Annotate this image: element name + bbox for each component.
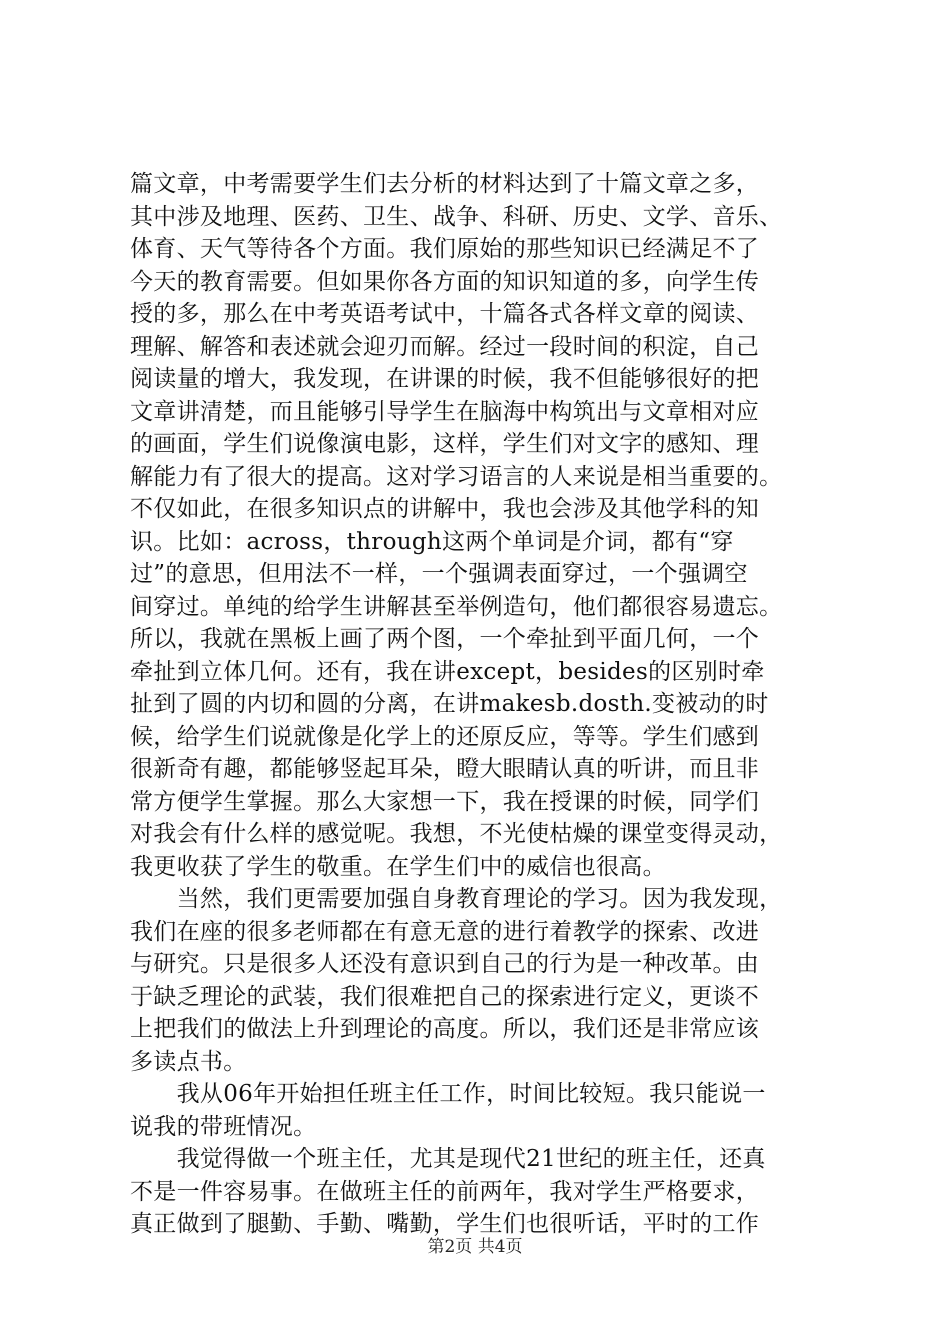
text-line: 我从06年开始担任班主任工作，时间比较短。我只能说一 — [130, 1081, 766, 1107]
text-line: 理解、解答和表述就会迎刃而解。经过一段时间的积淀，自己 — [130, 333, 760, 360]
text-line: 我们在座的很多老师都在有意无意的进行着教学的探索、改进 — [130, 918, 760, 945]
text-line: 常方便学生掌握。那么大家想一下，我在授课的时候，同学们 — [130, 788, 760, 815]
text-line: 不是一件容易事。在做班主任的前两年，我对学生严格要求， — [130, 1178, 760, 1205]
text-line: 解能力有了很大的提高。这对学习语言的人来说是相当重要的。 — [130, 463, 783, 490]
text-line: 当然，我们更需要加强自身教育理论的学习。因为我发现， — [130, 886, 783, 912]
text-line: 识。比如：across，through这两个单词是介词，都有“穿 — [130, 528, 734, 555]
text-line: 真正做到了腿勤、手勤、嘴勤，学生们也很听话，平时的工作 — [130, 1211, 760, 1237]
text-line: 与研究。只是很多人还没有意识到自己的行为是一种改革。由 — [130, 951, 760, 977]
text-line: 我更收获了学生的敬重。在学生们中的威信也很高。 — [130, 853, 666, 880]
text-line: 于缺乏理论的武装，我们很难把自己的探索进行定义，更谈不 — [130, 983, 760, 1010]
text-line: 今天的教育需要。但如果你各方面的知识知道的多，向学生传 — [130, 268, 760, 295]
text-line: 篇文章，中考需要学生们去分析的材料达到了十篇文章之多， — [130, 171, 760, 197]
page-footer: 第2页 共4页 — [427, 1237, 523, 1257]
text-line: 文章讲清楚，而且能够引导学生在脑海中构筑出与文章相对应 — [130, 398, 760, 425]
text-line: 候，给学生们说就像是化学上的还原反应，等等。学生们感到 — [130, 723, 760, 750]
text-line: 所以，我就在黑板上画了两个图，一个牵扯到平面几何，一个 — [130, 626, 760, 652]
text-line: 间穿过。单纯的给学生讲解甚至举例造句，他们都很容易遗忘。 — [130, 593, 783, 620]
text-line: 不仅如此，在很多知识点的讲解中，我也会涉及其他学科的知 — [130, 496, 760, 522]
body-text — [130, 168, 850, 1241]
text-line: 很新奇有趣，都能够竖起耳朵，瞪大眼睛认真的听讲，而且非 — [130, 756, 760, 782]
text-line: 多读点书。 — [130, 1048, 247, 1075]
text-line: 牵扯到立体几何。还有，我在讲except，besides的区别时牵 — [130, 658, 765, 685]
text-line: 说我的带班情况。 — [130, 1113, 317, 1140]
text-line: 授的多，那么在中考英语考试中，十篇各式各样文章的阅读、 — [130, 301, 760, 327]
text-line: 其中涉及地理、医药、卫生、战争、科研、历史、文学、音乐、 — [130, 203, 783, 230]
text-line: 扯到了圆的内切和圆的分离，在讲makesb.dosth.变被动的时 — [130, 691, 769, 717]
text-line: 阅读量的增大，我发现，在讲课的时候，我不但能够很好的把 — [130, 366, 760, 392]
text-line: 的画面，学生们说像演电影，这样，学生们对文字的感知、理 — [130, 431, 760, 457]
text-line: 对我会有什么样的感觉呢。我想，不光使枯燥的课堂变得灵动， — [130, 821, 783, 847]
text-line: 过”的意思，但用法不一样，一个强调表面穿过，一个强调空 — [130, 561, 748, 587]
text-line: 我觉得做一个班主任，尤其是现代21世纪的班主任，还真 — [130, 1146, 766, 1172]
text-line: 上把我们的做法上升到理论的高度。所以，我们还是非常应该 — [130, 1016, 760, 1042]
text-line: 体育、天气等待各个方面。我们原始的那些知识已经满足不了 — [130, 236, 760, 262]
